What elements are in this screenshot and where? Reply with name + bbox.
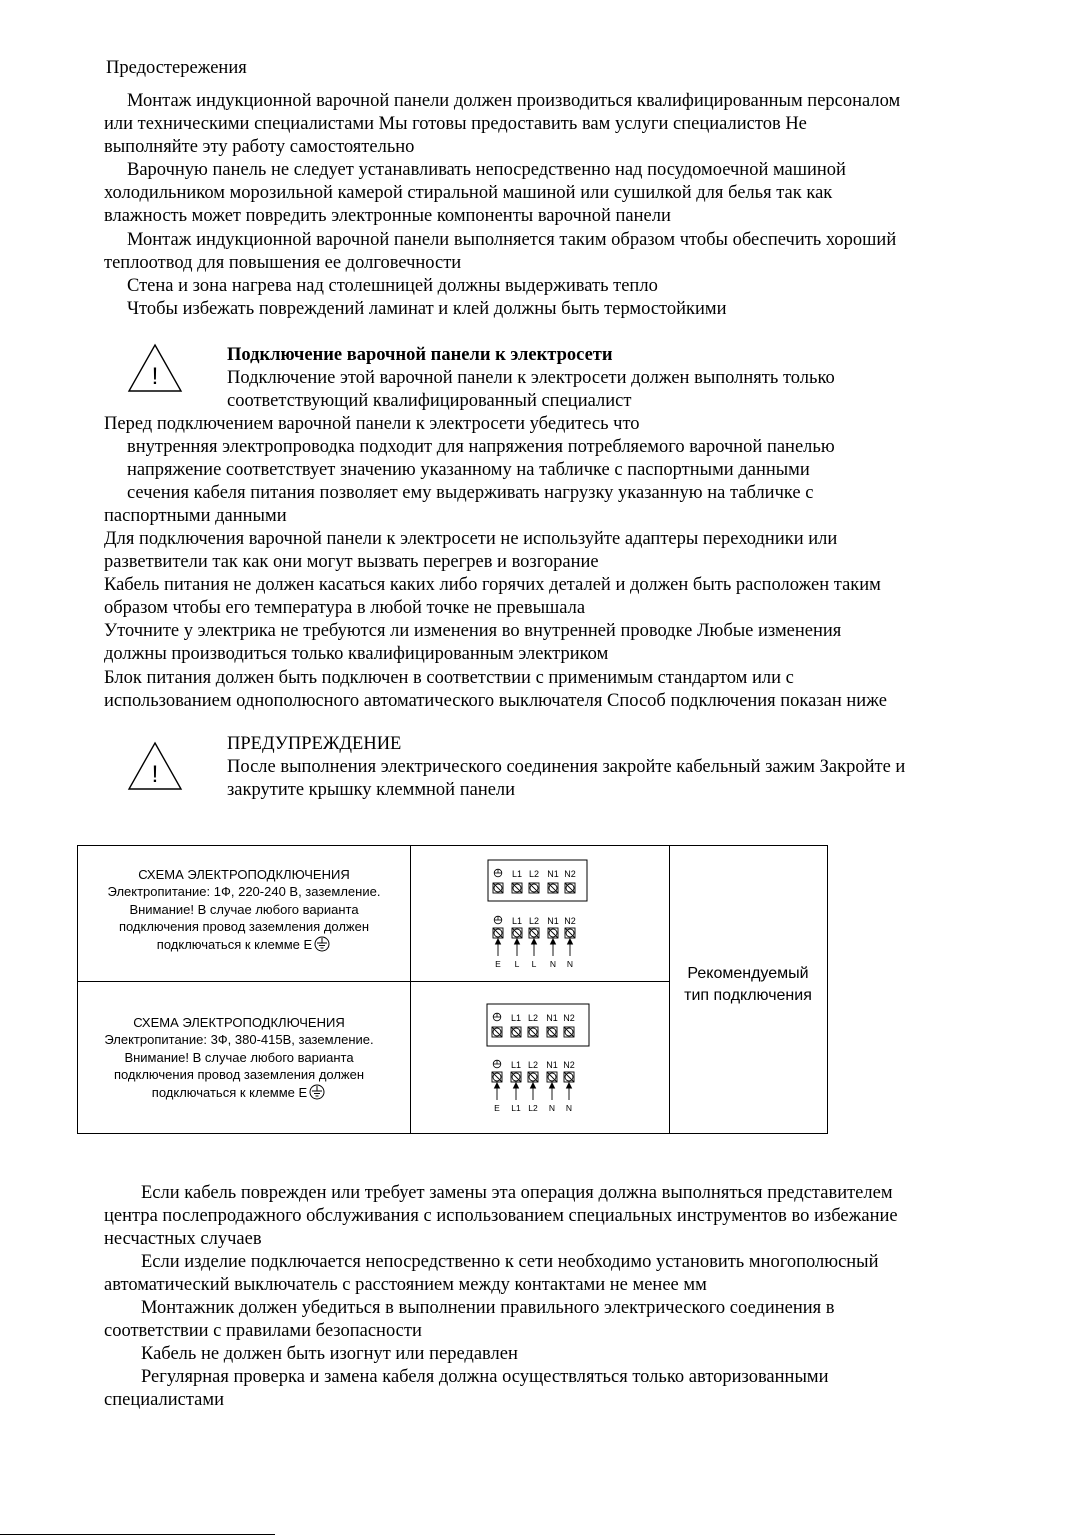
footer-rule [0, 1534, 275, 1535]
terminal-label: N1 [546, 1013, 558, 1023]
wire-label: L1 [511, 1103, 521, 1113]
paragraph-line: Монтажник должен убедиться в выполнении правильного электрического соединения в [141, 1298, 835, 1318]
paragraph-line: Блок питания должен быть подключен в соответствии с применимым стандартом или с [104, 668, 794, 688]
terminal-label: L2 [528, 916, 540, 926]
paragraph-line: внутренняя электропроводка подходит для напряжения потребляемого варочной панелью [127, 437, 835, 457]
paragraph-line: напряжение соответствует значению указанному на табличке с паспортными данными [127, 460, 810, 480]
table-divider [78, 981, 669, 982]
terminal-label: L1 [511, 869, 523, 879]
ground-icon [313, 936, 331, 952]
table-divider [410, 846, 411, 1133]
scheme-title: СХЕМА ЭЛЕКТРОПОДКЛЮЧЕНИЯ [133, 1015, 345, 1030]
wire-label: L2 [528, 1103, 538, 1113]
paragraph-line: должны производиться только квалифицированным электриком [104, 644, 609, 664]
terminal-label: N2 [564, 869, 576, 879]
recommended-label: Рекомендуемый [687, 965, 809, 982]
terminal-label: N1 [547, 869, 559, 879]
ground-icon [308, 1084, 326, 1100]
ground-icon [494, 916, 502, 924]
wire-label: N [549, 959, 557, 969]
paragraph-line: Подключение этой варочной панели к электросети должен выполнять только [227, 368, 835, 388]
paragraph-line: разветвители так как они могут вызвать перегрев и возгорание [104, 552, 599, 572]
wire-label: L [531, 959, 537, 969]
scheme-note: подключаться к клемме Е [151, 1085, 308, 1100]
recommended-label: тип подключения [684, 987, 812, 1004]
svg-text:!: ! [151, 761, 159, 788]
wiring-table [77, 845, 828, 1134]
wire-label: E [495, 959, 501, 969]
scheme-note: подключения провод заземления должен [118, 919, 370, 934]
paragraph-line: Монтаж индукционной варочной панели должен производиться квалифицированным персоналом [127, 91, 901, 111]
connection-title: Подключение варочной панели к электросети [227, 345, 613, 365]
scheme-power: Электропитание: 1Ф, 220-240 В, заземление. [107, 884, 381, 899]
terminal-label: N2 [563, 1013, 575, 1023]
wire-label: E [494, 1103, 500, 1113]
scheme-note-line [78, 936, 410, 954]
warning-title: ПРЕДУПРЕЖДЕНИЕ [227, 734, 402, 754]
wire-label: N [548, 1103, 556, 1113]
terminal-label: N1 [546, 1060, 558, 1070]
ground-icon [493, 1060, 501, 1068]
terminal-label: L1 [510, 1060, 522, 1070]
paragraph-line: теплоотвод для повышения ее долговечности [104, 253, 462, 273]
scheme-title: СХЕМА ЭЛЕКТРОПОДКЛЮЧЕНИЯ [138, 867, 350, 882]
paragraph-line: влажность может повредить электронные компоненты варочной панели [104, 206, 671, 226]
terminal-label: N2 [564, 916, 576, 926]
paragraph-line: или техническими специалистами Мы готовы предоставить вам услуги специалистов Не [104, 114, 807, 134]
paragraph-line: Для подключения варочной панели к электросети не используйте адаптеры переходники или [104, 529, 838, 549]
paragraph-line: выполняйте эту работу самостоятельно [104, 137, 415, 157]
paragraph-line: несчастных случаев [104, 1229, 262, 1249]
wire-label: N [566, 959, 574, 969]
section-heading: Предостережения [106, 58, 247, 78]
paragraph-line: соответствующий квалифицированный специалист [227, 391, 632, 411]
terminal-label: L2 [528, 869, 540, 879]
terminal-label: L2 [527, 1060, 539, 1070]
paragraph-line: сечения кабеля питания позволяет ему выдерживать нагрузку указанную на табличке с [127, 483, 814, 503]
paragraph-line: Монтаж индукционной варочной панели выполняется таким образом чтобы обеспечить хороший [127, 230, 897, 250]
ground-icon [493, 1013, 501, 1021]
scheme-note-line [78, 1084, 400, 1102]
paragraph-line: Перед подключением варочной панели к электросети убедитесь что [104, 414, 640, 434]
paragraph-line: автоматический выключатель с расстоянием между контактами не менее мм [104, 1275, 707, 1295]
svg-text:!: ! [151, 363, 159, 390]
paragraph-line: Если изделие подключается непосредственно к сети необходимо установить многополюсный [141, 1252, 879, 1272]
paragraph-line: Варочную панель не следует устанавливать непосредственно над посудомоечной машиной [127, 160, 846, 180]
paragraph-line: После выполнения электрического соединения закройте кабельный зажим Закройте и [227, 757, 906, 777]
paragraph-line: специалистами [104, 1390, 224, 1410]
paragraph-line: образом чтобы его температура в любой точке не превышала [104, 598, 586, 618]
terminal-diagram [480, 1002, 592, 1114]
paragraph-line: Если кабель поврежден или требует замены эта операция должна выполняться представителем [141, 1183, 893, 1203]
terminal-diagram [481, 858, 593, 970]
scheme-power: Электропитание: 3Ф, 380-415В, заземление. [104, 1032, 374, 1047]
terminal-label: L1 [510, 1013, 522, 1023]
terminal-label: N2 [563, 1060, 575, 1070]
warning-triangle-icon [126, 740, 184, 792]
scheme-note: подключаться к клемме Е [156, 937, 313, 952]
scheme-note: Внимание! В случае любого варианта [124, 1050, 354, 1065]
paragraph-line: паспортными данными [104, 506, 287, 526]
scheme-note: подключения провод заземления должен [113, 1067, 365, 1082]
paragraph-line: закрутите крышку клеммной панели [227, 780, 516, 800]
paragraph-line: Чтобы избежать повреждений ламинат и клей должны быть термостойкими [127, 299, 727, 319]
paragraph-line: соответствии с правилами безопасности [104, 1321, 422, 1341]
warning-triangle-icon [126, 342, 184, 394]
paragraph-line: Стена и зона нагрева над столешницей должны выдерживать тепло [127, 276, 658, 296]
paragraph-line: центра послепродажного обслуживания с использованием специальных инструментов во избежание [104, 1206, 898, 1226]
terminal-label: L2 [527, 1013, 539, 1023]
ground-icon [494, 869, 502, 877]
terminal-label: N1 [547, 916, 559, 926]
scheme-note: Внимание! В случае любого варианта [129, 902, 359, 917]
terminal-label: L1 [511, 916, 523, 926]
paragraph-line: Кабель питания не должен касаться каких либо горячих деталей и должен быть расположен таким [104, 575, 881, 595]
paragraph-line: использованием однополюсного автоматического выключателя Способ подключения показан ниже [104, 691, 887, 711]
wire-label: N [565, 1103, 573, 1113]
paragraph-line: Уточните у электрика не требуются ли изменения во внутренней проводке Любые изменения [104, 621, 842, 641]
paragraph-line: Регулярная проверка и замена кабеля должна осуществляться только авторизованными [141, 1367, 829, 1387]
paragraph-line: Кабель не должен быть изогнут или передавлен [141, 1344, 518, 1364]
wire-label: L [514, 959, 520, 969]
paragraph-line: холодильником морозильной камерой стиральной машиной или сушилкой для белья так как [104, 183, 833, 203]
